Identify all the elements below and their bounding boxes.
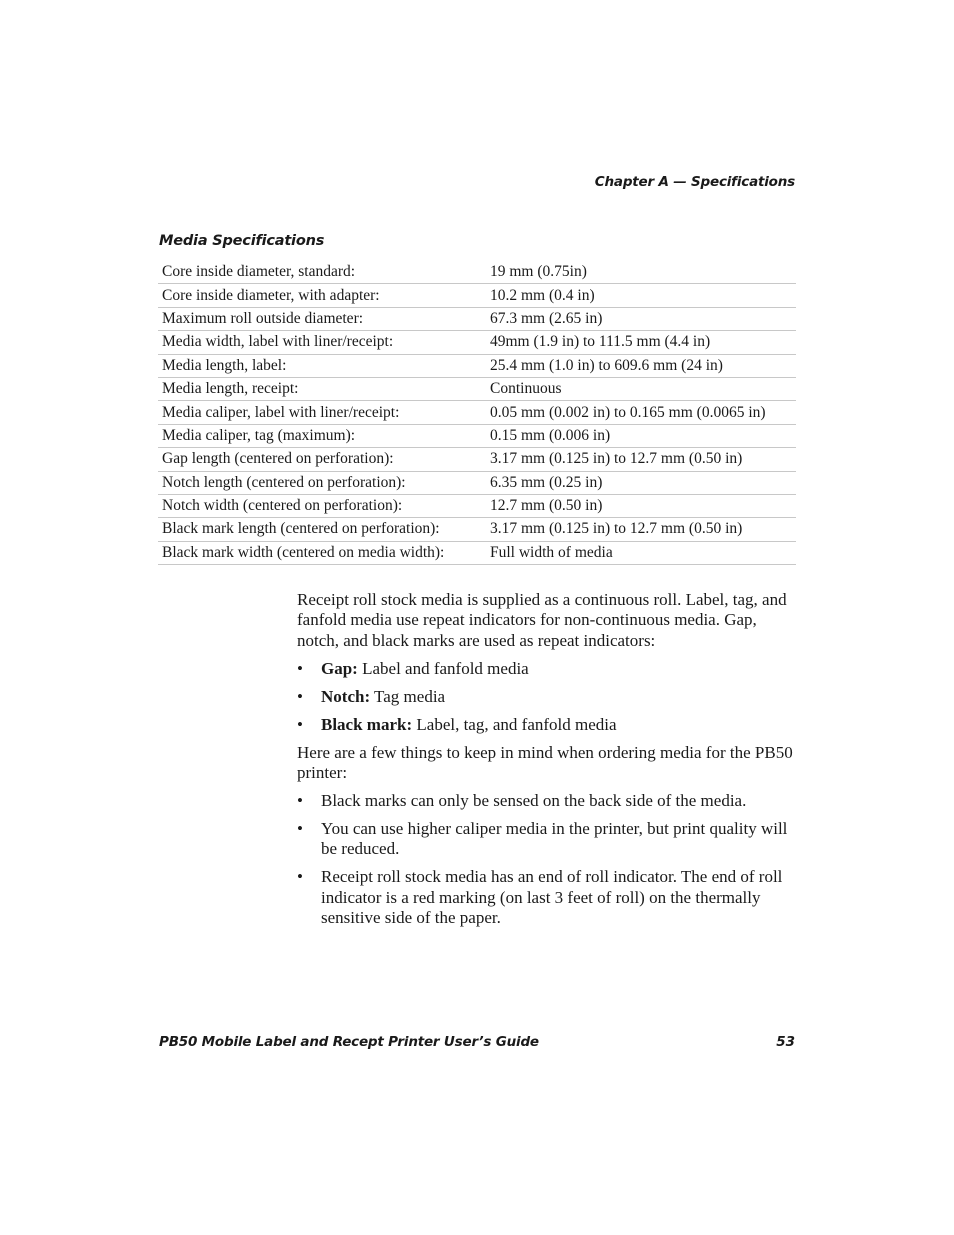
- table-row: [158, 471, 796, 494]
- bullet: •: [297, 867, 303, 887]
- running-header: Chapter A — Specifications: [594, 174, 795, 190]
- spec-label: Media width, label with liner/receipt:: [158, 331, 486, 354]
- spec-value: 3.17 mm (0.125 in) to 12.7 mm (0.50 in): [486, 518, 796, 541]
- indicator-desc: Label, tag, and fanfold media: [412, 714, 617, 734]
- spec-value: 49mm (1.9 in) to 111.5 mm (4.4 in): [486, 331, 796, 354]
- table-row: [158, 331, 796, 354]
- ordering-paragraph: Here are a few things to keep in mind when ordering media for the PB50 printer:: [297, 742, 793, 783]
- list-item: [297, 867, 797, 928]
- table-row: [158, 354, 796, 377]
- spec-value: 67.3 mm (2.65 in): [486, 307, 796, 330]
- note-text: Black marks can only be sensed on the back side of the media.: [321, 791, 747, 811]
- notes-list: [297, 791, 797, 928]
- spec-value: 19 mm (0.75in): [486, 261, 796, 284]
- note-text: You can use higher caliper media in the printer, but print quality will be reduced.: [321, 819, 788, 859]
- spec-label: Core inside diameter, with adapter:: [158, 284, 486, 307]
- list-item: [297, 715, 797, 735]
- indicator-term: Black mark:: [321, 714, 413, 734]
- spec-value: 10.2 mm (0.4 in): [486, 284, 796, 307]
- indicator-term: Notch:: [321, 686, 371, 706]
- spec-label: Black mark width (centered on media width):: [158, 541, 486, 564]
- indicator-list: [297, 659, 797, 735]
- body-text: [297, 590, 797, 936]
- spec-value: 0.15 mm (0.006 in): [486, 424, 796, 447]
- list-item: [297, 819, 797, 860]
- list-item: [297, 687, 797, 707]
- section-title: Media Specifications: [159, 233, 325, 249]
- spec-label: Media caliper, label with liner/receipt:: [158, 401, 486, 424]
- indicator-desc: Tag media: [370, 686, 446, 706]
- bullet: •: [297, 658, 303, 678]
- table-row: [158, 284, 796, 307]
- spec-value: Continuous: [486, 377, 796, 400]
- table-row: [158, 448, 796, 471]
- table-row: [158, 261, 796, 284]
- spec-label: Maximum roll outside diameter:: [158, 307, 486, 330]
- spec-label: Media length, receipt:: [158, 377, 486, 400]
- spec-value: Full width of media: [486, 541, 796, 564]
- spec-value: 25.4 mm (1.0 in) to 609.6 mm (24 in): [486, 354, 796, 377]
- table-row: [158, 541, 796, 564]
- bullet: •: [297, 791, 303, 811]
- table-row: [158, 424, 796, 447]
- spec-value: 6.35 mm (0.25 in): [486, 471, 796, 494]
- table-row: [158, 307, 796, 330]
- list-item: [297, 791, 797, 811]
- spec-label: Notch width (centered on perforation):: [158, 494, 486, 517]
- bullet: •: [297, 686, 303, 706]
- table-row: [158, 401, 796, 424]
- table-row: [158, 377, 796, 400]
- note-text: Receipt roll stock media has an end of roll indicator. The end of roll indicator is a red marking (on last 3 feet of roll) on the thermally sensitive side of the paper.: [321, 867, 783, 927]
- intro-paragraph: Receipt roll stock media is supplied as a continuous roll. Label, tag, and fanfold media use repeat indicators for non-continuous media. Gap, notch, and black marks are used as repeat indicators:: [297, 590, 787, 650]
- spec-label: Notch length (centered on perforation):: [158, 471, 486, 494]
- media-specifications-table: [158, 261, 796, 565]
- table-row: [158, 494, 796, 517]
- bullet: •: [297, 714, 303, 734]
- spec-value: 0.05 mm (0.002 in) to 0.165 mm (0.0065 in): [486, 401, 796, 424]
- spec-value: 12.7 mm (0.50 in): [486, 494, 796, 517]
- indicator-term: Gap:: [321, 658, 358, 678]
- spec-label: Core inside diameter, standard:: [158, 261, 486, 284]
- spec-label: Media length, label:: [158, 354, 486, 377]
- footer-title: PB50 Mobile Label and Recept Printer User’s Guide: [159, 1034, 539, 1050]
- spec-value: 3.17 mm (0.125 in) to 12.7 mm (0.50 in): [486, 448, 796, 471]
- spec-label: Black mark length (centered on perforation):: [158, 518, 486, 541]
- indicator-desc: Label and fanfold media: [357, 658, 529, 678]
- bullet: •: [297, 819, 303, 839]
- spec-label: Media caliper, tag (maximum):: [158, 424, 486, 447]
- page-number: 53: [776, 1034, 795, 1050]
- list-item: [297, 659, 797, 679]
- table-body: [158, 261, 796, 565]
- table-row: [158, 518, 796, 541]
- spec-label: Gap length (centered on perforation):: [158, 448, 486, 471]
